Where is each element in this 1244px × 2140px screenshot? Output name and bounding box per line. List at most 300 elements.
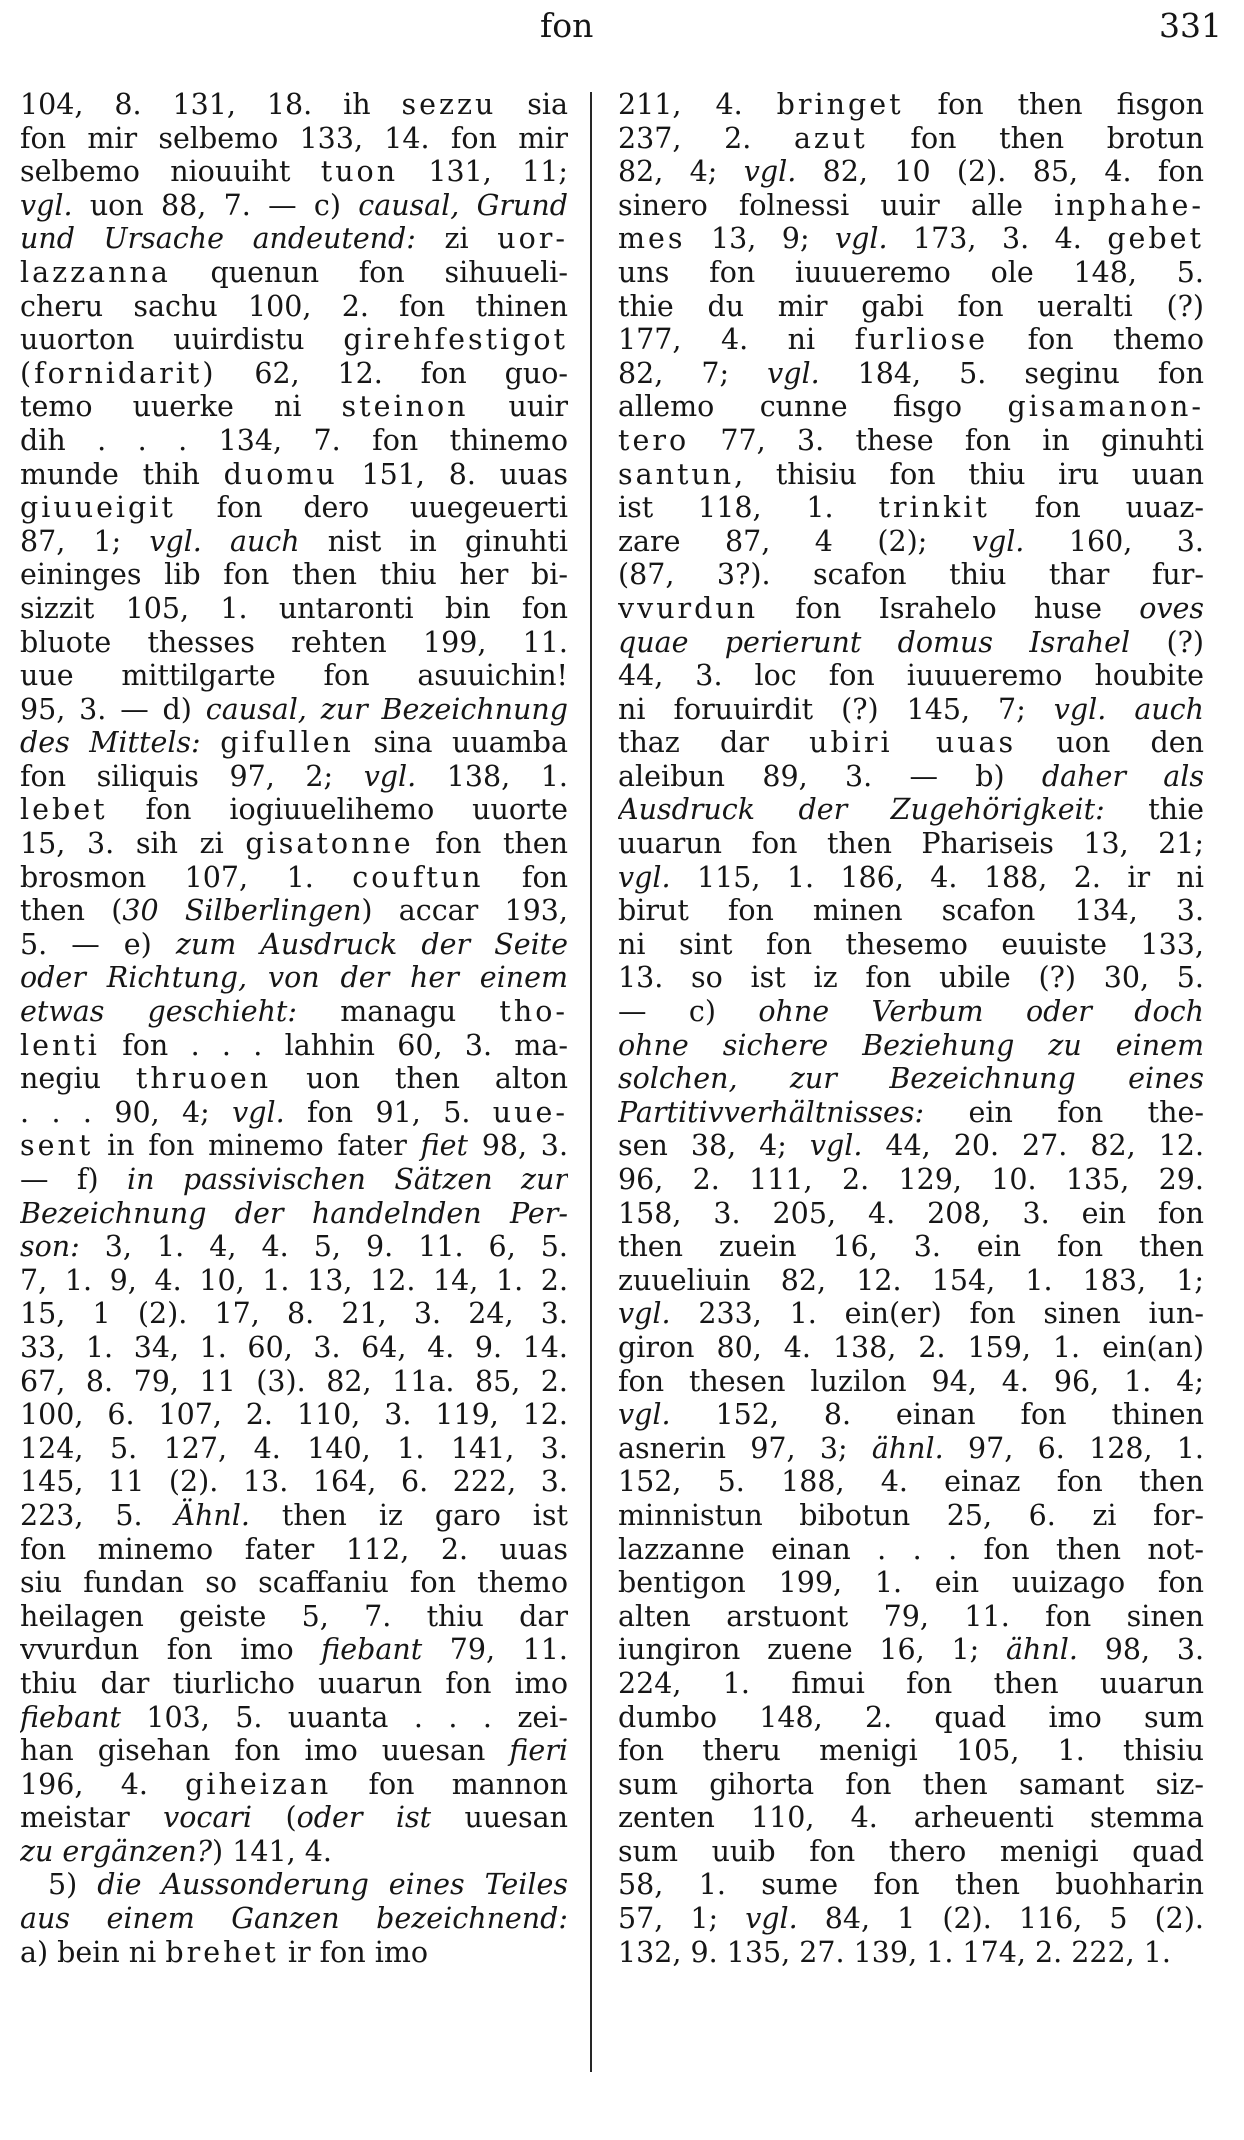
text-segment: uuorton uuirdistu (20, 323, 344, 357)
text-line (20, 1297, 568, 1331)
text-segment: 196, 4. (20, 1767, 186, 1801)
text-line (618, 189, 1204, 223)
text-line (618, 1230, 1204, 1264)
text-line (20, 122, 568, 156)
text-line (20, 1365, 568, 1399)
text-line (618, 1197, 1204, 1231)
text-segment: vgl. (363, 759, 417, 793)
text-segment: eininges lib fon then thiu her bi- (20, 558, 568, 592)
text-segment: 138, 1. (416, 759, 568, 793)
text-segment: cheru sachu 100, 2. fon thinen (20, 289, 568, 323)
text-segment: vgl. auch (149, 524, 300, 558)
text-segment: vocari (163, 1801, 253, 1835)
text-segment: ohne Verbum oder doch (758, 995, 1204, 1029)
text-segment: — c) (618, 995, 759, 1029)
text-segment: then iz garo ist (249, 1498, 568, 1532)
text-segment: fon dero uuegeuerti (175, 491, 568, 525)
text-segment: 87, 1; (20, 524, 150, 558)
text-line (20, 1163, 568, 1197)
text-line (618, 1801, 1204, 1835)
text-segment: 67, 8. 79, 11 (3). 82, 11a. 85, 2. (20, 1364, 568, 1398)
text-segment: causal, Grund (358, 188, 568, 222)
text-segment: giuueigit (20, 491, 176, 525)
text-segment: ohne sichere Beziehung zu einem (618, 1028, 1204, 1062)
text-segment: , thisiu fon thiu iru uuan (734, 457, 1204, 491)
text-segment: 57, 1; (618, 1902, 746, 1936)
text-line (618, 1029, 1204, 1063)
text-segment: 145, 11 (2). 13. 164, 6. 222, 3. (20, 1465, 568, 1499)
text-segment: in passivischen Sätzen zur (127, 1163, 568, 1196)
text-segment: fon then fisgon (903, 88, 1204, 121)
text-segment: des Mittels: (20, 726, 201, 760)
text-segment: nist in ginuhti (299, 524, 568, 558)
text-line (20, 1465, 568, 1499)
text-line (20, 1398, 568, 1432)
running-head-word: fon (540, 6, 594, 45)
text-segment: vgl. (767, 356, 820, 390)
text-segment: zi (415, 222, 498, 256)
text-line (20, 1029, 568, 1063)
text-segment: fon uuaz- (989, 491, 1204, 525)
text-segment: sezzu (401, 88, 497, 121)
text-line (20, 222, 568, 256)
text-segment: 44, 20. 27. 82, 12. (862, 1129, 1204, 1163)
text-line (618, 760, 1204, 794)
text-line (618, 1096, 1204, 1130)
text-segment: vgl. (809, 1129, 863, 1163)
text-segment: 7, 1. 9, 4. 10, 1. 13, 12. 14, 1. 2. (20, 1263, 568, 1297)
text-segment: iungiron zuene 16, 1; (618, 1633, 1007, 1667)
text-line (20, 1902, 568, 1936)
text-line (20, 189, 568, 223)
text-line (618, 1902, 1204, 1936)
text-segment: bringet (776, 88, 904, 121)
text-line (20, 928, 568, 962)
text-line (20, 525, 568, 559)
text-segment: Bezeichnung der handelnden Per- (20, 1196, 568, 1230)
text-segment: zum Ausdruck der Seite (175, 927, 568, 961)
text-line (20, 1936, 568, 1970)
text-segment: sia (496, 88, 568, 121)
text-line (20, 256, 568, 290)
text-segment: girehfestigot (343, 323, 568, 357)
text-line (618, 1297, 1204, 1331)
text-line (20, 88, 568, 122)
text-segment: oder ist (296, 1801, 432, 1835)
text-segment: 5. — e) (20, 927, 176, 961)
text-segment: vgl. (618, 1398, 671, 1432)
text-segment: vgl. auch (1053, 692, 1204, 726)
text-line (20, 1096, 568, 1130)
text-segment: dih . . . 134, 7. fon thinemo (20, 423, 568, 457)
text-line (20, 626, 568, 660)
text-segment: fon iogiuuelihemo uuorte (107, 793, 568, 827)
text-line (20, 894, 568, 928)
text-segment: 95, 3. — d) (20, 692, 206, 726)
text-segment: uon then alton (271, 1062, 568, 1096)
text-line (618, 693, 1204, 727)
text-segment: 5) (48, 1868, 98, 1902)
text-line (20, 861, 568, 895)
text-segment: fon mir selbemo 133, 14. fon mir (20, 121, 568, 155)
text-segment: furliose (854, 323, 989, 357)
text-segment: then ( (20, 894, 123, 928)
text-segment: ist 118, 1. (618, 491, 879, 525)
text-segment: uor- (497, 222, 568, 256)
text-line (20, 793, 568, 827)
text-segment: brehet (165, 1935, 279, 1969)
text-segment: die Aussonderung eines Teiles (97, 1868, 568, 1902)
text-line (618, 1868, 1204, 1902)
text-segment: gebet (1107, 222, 1204, 256)
text-segment: 152, 5. 188, 4. einaz fon then (618, 1465, 1204, 1499)
text-segment: 97, 6. 128, 1. (943, 1431, 1204, 1465)
text-segment: vgl. (745, 1902, 798, 1936)
text-line (618, 1264, 1204, 1298)
text-segment: 82, 4; (618, 155, 744, 189)
text-segment: thie (1104, 793, 1204, 827)
text-segment: 30 Silberlingen (122, 894, 362, 928)
text-segment: oder Richtung, von der her einem (20, 961, 568, 995)
text-segment: allemo cunne fisgo (618, 390, 1008, 424)
text-segment: 13, 9; (685, 222, 836, 256)
text-segment: ein fon the- (924, 1095, 1204, 1129)
text-segment: ( (252, 1801, 297, 1835)
text-segment: Ähnl. (174, 1498, 250, 1532)
text-line (618, 1835, 1204, 1869)
text-line (618, 558, 1204, 592)
text-segment: uue mittilgarte fon asuuichin! (20, 659, 568, 693)
text-segment: 15, 1 (2). 17, 8. 21, 3. 24, 3. (20, 1297, 568, 1331)
text-segment: 173, 3. 4. (887, 222, 1108, 256)
text-segment: 152, 8. einan fon thinen (670, 1398, 1204, 1432)
text-segment: vgl. (971, 524, 1025, 558)
text-segment: zenten 110, 4. arheuenti stemma (618, 1801, 1204, 1835)
right-column (618, 88, 1204, 2078)
text-segment: 211, 4. (618, 88, 777, 121)
text-segment: alten arstuont 79, 11. fon sinen (618, 1599, 1204, 1633)
page-header (0, 6, 1244, 50)
text-segment: negiu (20, 1062, 136, 1096)
text-segment: fon mannon (331, 1767, 568, 1801)
text-line (618, 592, 1204, 626)
text-segment: oves (1139, 591, 1204, 625)
text-line (20, 1264, 568, 1298)
left-column (20, 88, 568, 2078)
text-segment: und Ursache andeutend: (20, 222, 416, 256)
text-line (20, 491, 568, 525)
text-segment: brosmon 107, 1. (20, 860, 353, 894)
text-segment: 131, 11; (398, 155, 568, 189)
text-segment: 33, 1. 34, 1. 60, 3. 64, 4. 9. 14. (20, 1330, 568, 1364)
text-segment: sina uuamba (353, 726, 568, 760)
text-line (20, 155, 568, 189)
text-segment: zuueliuin 82, 12. 154, 1. 183, 1; (618, 1263, 1204, 1297)
text-line (618, 1499, 1204, 1533)
text-segment: aleibun 89, 3. — b) (618, 759, 1042, 793)
text-line (20, 357, 568, 391)
text-segment: 237, 2. (618, 121, 794, 155)
text-segment: heilagen geiste 5, 7. thiu dar (20, 1599, 568, 1633)
text-line (618, 861, 1204, 895)
text-segment: 98, 3. (467, 1129, 568, 1163)
text-segment: 100, 6. 107, 2. 110, 3. 119, 12. (20, 1398, 568, 1432)
text-segment: vgl. (618, 860, 671, 894)
text-segment: mes (618, 222, 686, 256)
text-segment: in fon minemo fater (93, 1129, 421, 1163)
text-line (618, 1365, 1204, 1399)
text-segment: inphahe- (1054, 188, 1204, 222)
text-segment: gisatonne (245, 827, 414, 861)
text-segment: birut fon minen scafon 134, 3. (618, 894, 1204, 928)
text-line (20, 558, 568, 592)
text-segment: quenun fon sihuueli- (170, 255, 568, 289)
text-segment: ähnl. (871, 1431, 944, 1465)
text-segment: 103, 5. uuanta . . . zei- (120, 1700, 568, 1734)
text-line (20, 1197, 568, 1231)
text-line (618, 995, 1204, 1029)
text-line (618, 1432, 1204, 1466)
text-segment: sent (20, 1129, 94, 1163)
text-line (618, 525, 1204, 559)
text-segment: son: (20, 1230, 80, 1264)
text-line (20, 1432, 568, 1466)
text-line (20, 1801, 568, 1835)
text-segment: tho- (499, 995, 568, 1029)
text-segment: ähnl. (1006, 1633, 1078, 1667)
text-segment: 58, 1. sume fon then buohharin (618, 1868, 1204, 1902)
text-segment: — f) (20, 1163, 128, 1196)
text-segment: sum uuib fon thero menigi quad (618, 1834, 1204, 1868)
text-segment: aus einem Ganzen bezeichnend: (20, 1902, 568, 1936)
text-segment: thaz dar (618, 726, 810, 760)
text-line (20, 1633, 568, 1667)
text-segment: 223, 5. (20, 1498, 175, 1532)
text-segment: 160, 3. (1024, 524, 1204, 558)
text-segment: temo uuerke ni (20, 390, 342, 424)
text-segment: lebet (20, 793, 108, 827)
text-line (20, 1868, 568, 1902)
text-line (20, 1062, 568, 1096)
text-segment: fon siliquis 97, 2; (20, 759, 364, 793)
text-segment: (fornidarit) (20, 356, 217, 390)
text-line (618, 961, 1204, 995)
text-segment: 3, 1. 4, 4. 5, 9. 11. 6, 5. (79, 1230, 568, 1264)
text-segment: fon (483, 860, 568, 894)
text-segment: fon Israhelo huse (758, 591, 1140, 625)
text-segment: gifullen (220, 726, 354, 760)
text-line (20, 390, 568, 424)
text-segment: 224, 1. fimui fon then uuarun (618, 1666, 1204, 1700)
text-segment (201, 726, 221, 759)
text-segment: vgl. (835, 222, 888, 256)
text-line (20, 1701, 568, 1735)
text-segment: sen 38, 4; (618, 1129, 810, 1163)
text-segment: 96, 2. 111, 2. 129, 10. 135, 29. (618, 1163, 1204, 1196)
text-line (618, 1062, 1204, 1096)
text-segment: ubiri uuas (809, 726, 1017, 760)
text-line (20, 323, 568, 357)
text-segment: Partitivverhältnisses: (618, 1095, 925, 1129)
text-segment: duomu (223, 457, 338, 491)
text-line (20, 1600, 568, 1634)
text-line (20, 827, 568, 861)
text-segment: 62, 12. fon guo- (216, 356, 568, 390)
text-segment: munde thih (20, 457, 224, 491)
text-segment: 115, 1. 186, 4. 188, 2. ir ni (670, 860, 1204, 894)
text-segment: . . . 90, 4; (20, 1095, 233, 1129)
text-segment: daher als (1041, 759, 1204, 793)
text-line (618, 491, 1204, 525)
column-divider (590, 92, 592, 2072)
text-segment: (?) (1130, 625, 1204, 659)
text-line (618, 1600, 1204, 1634)
text-segment: vvurdun fon imo (20, 1633, 322, 1667)
text-line (618, 1936, 1204, 1970)
text-segment: ) accar 193, (361, 894, 568, 928)
text-segment: 98, 3. (1077, 1633, 1204, 1667)
text-segment: 151, 8. uuas (337, 457, 568, 491)
text-segment: sinero folnessi uuir alle (618, 188, 1055, 222)
text-line (618, 424, 1204, 458)
text-segment: 77, 3. these fon in ginuhti (689, 423, 1204, 457)
text-segment: fiebant (321, 1633, 423, 1667)
text-line (618, 88, 1204, 122)
text-segment: tero (618, 423, 690, 457)
text-segment: giheizan (185, 1767, 332, 1801)
text-line (618, 256, 1204, 290)
text-line (618, 1398, 1204, 1432)
text-segment: fieri (509, 1734, 568, 1768)
text-segment: 177, 4. ni (618, 323, 855, 357)
text-line (618, 458, 1204, 492)
text-segment: han gisehan fon imo uuesan (20, 1734, 510, 1768)
text-segment: fon thesen luzilon 94, 4. 96, 1. 4; (618, 1364, 1204, 1398)
text-segment: 84, 1 (2). 116, 5 (2). (797, 1902, 1204, 1936)
text-line (618, 626, 1204, 660)
text-line (20, 1230, 568, 1264)
text-segment: 184, 5. seginu fon (819, 356, 1204, 390)
text-line (618, 1331, 1204, 1365)
text-line (20, 995, 568, 1029)
text-line (618, 122, 1204, 156)
text-segment: giron 80, 4. 138, 2. 159, 1. ein(an) (618, 1330, 1204, 1364)
text-segment: uue- (492, 1095, 568, 1129)
text-segment: thie du mir gabi fon ueralti (?) (618, 289, 1204, 323)
text-segment: fon minemo fater 112, 2. uuas (20, 1532, 568, 1566)
text-line (618, 726, 1204, 760)
text-line (618, 793, 1204, 827)
text-segment: 132, 9. 135, 27. 139, 1. 174, 2. 222, 1. (618, 1935, 1171, 1969)
text-line (618, 894, 1204, 928)
text-line (20, 760, 568, 794)
text-segment: bentigon 199, 1. ein uuizago fon (618, 1566, 1204, 1600)
text-segment: gisamanon- (1007, 390, 1204, 424)
text-segment: vvurdun (618, 591, 759, 625)
text-segment: ir fon imo (278, 1935, 429, 1969)
text-line (20, 1835, 568, 1869)
text-line (618, 1465, 1204, 1499)
text-segment: 79, 11. (422, 1633, 568, 1667)
text-segment: 15, 3. sih zi (20, 827, 246, 861)
text-segment: vgl. (232, 1095, 285, 1129)
text-segment: uuir (468, 390, 568, 424)
text-line (20, 1533, 568, 1567)
text-line (618, 928, 1204, 962)
text-line (618, 659, 1204, 693)
text-segment: vgl. (743, 155, 797, 189)
text-line (618, 155, 1204, 189)
text-segment: lazzanne einan . . . fon then not- (618, 1532, 1204, 1566)
text-segment: 44, 3. loc fon iuuueremo houbite (618, 659, 1204, 693)
text-segment: dumbo 148, 2. quad imo sum (618, 1700, 1204, 1734)
text-line (20, 726, 568, 760)
text-segment: 158, 3. 205, 4. 208, 3. ein fon (618, 1196, 1204, 1230)
text-line (618, 1129, 1204, 1163)
text-segment: fon then (413, 827, 568, 861)
text-line (20, 1331, 568, 1365)
text-line (618, 390, 1204, 424)
text-segment: a) bein ni (20, 1935, 166, 1969)
text-segment: siu fundan so scaffaniu fon themo (20, 1566, 568, 1600)
text-segment: bluote thesses rehten 199, 11. (20, 625, 568, 659)
text-segment: vgl. (618, 1297, 671, 1331)
text-segment: azut (793, 121, 868, 155)
text-segment: fiebant (20, 1700, 121, 1734)
text-segment: uuarun fon then Phariseis 13, 21; (618, 827, 1204, 861)
text-line (20, 458, 568, 492)
text-segment: (87, 3?). scafon thiu thar fur- (618, 558, 1204, 592)
text-line (618, 290, 1204, 324)
text-segment: fon theru menigi 105, 1. thisiu (618, 1734, 1204, 1768)
text-segment: meistar (20, 1801, 164, 1835)
text-segment: minnistun bibotun 25, 6. zi for- (618, 1498, 1204, 1532)
text-segment: ni foruuirdit (?) 145, 7; (618, 692, 1054, 726)
text-segment: 82, 7; (618, 356, 768, 390)
text-segment: uns fon iuuueremo ole 148, 5. (618, 255, 1204, 289)
text-segment: thruoen (135, 1062, 272, 1096)
text-segment: solchen, zur Bezeichnung eines (618, 1062, 1204, 1096)
text-segment: uon den (1016, 726, 1204, 760)
text-segment: couftun (352, 860, 484, 894)
text-line (20, 592, 568, 626)
text-segment: fon then brotun (867, 121, 1204, 155)
page-number: 331 (1159, 6, 1222, 45)
text-segment: sizzit 105, 1. untaronti bin fon (20, 591, 568, 625)
text-segment: etwas geschieht: (20, 995, 297, 1029)
text-segment: asnerin 97, 3; (618, 1431, 872, 1465)
text-segment: steinon (341, 390, 469, 424)
text-segment: zare 87, 4 (2); (618, 524, 972, 558)
text-line (618, 1633, 1204, 1667)
text-line (618, 357, 1204, 391)
text-segment: trinkit (878, 491, 990, 525)
text-line (618, 1768, 1204, 1802)
text-segment: tuon (320, 155, 399, 189)
text-segment: vgl. (20, 188, 73, 222)
text-segment: 82, 10 (2). 85, 4. fon (796, 155, 1204, 189)
text-line (618, 1163, 1204, 1197)
text-line (618, 1667, 1204, 1701)
text-line (618, 323, 1204, 357)
text-segment: ) 141, 4. (212, 1834, 332, 1868)
text-line (20, 424, 568, 458)
text-segment: fon . . . lahhin 60, 3. ma- (99, 1028, 568, 1062)
text-line (20, 1566, 568, 1600)
text-line (618, 1566, 1204, 1600)
text-segment: lenti (20, 1028, 100, 1062)
text-segment: thiu dar tiurlicho uuarun fon imo (20, 1666, 568, 1700)
